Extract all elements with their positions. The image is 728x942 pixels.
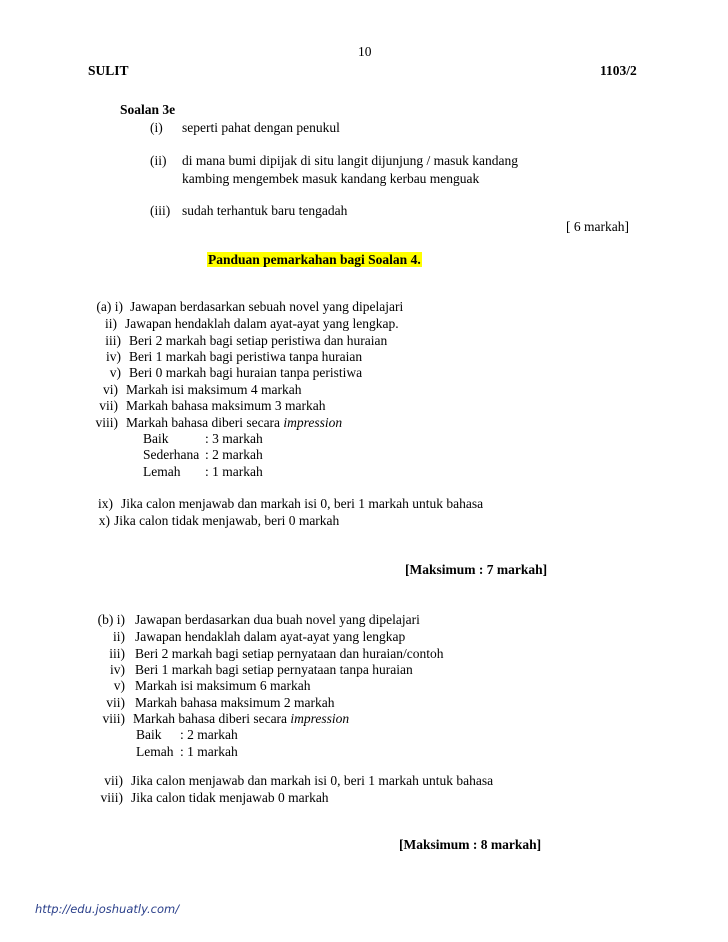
part-b-num: v)	[113, 678, 125, 693]
q3e-item-text: di mana bumi dipijak di situ langit dijunjung / masuk kandang	[182, 153, 518, 168]
part-b-max: [Maksimum : 8 markah]	[399, 837, 542, 852]
q3e-item-num: (ii)	[150, 153, 167, 168]
part-b-text: Beri 1 markah bagi setiap pernyataan tanpa huraian	[135, 662, 413, 677]
part-a-num: vi)	[103, 382, 118, 397]
part-b-num: viii)	[100, 790, 123, 805]
part-b-text: Markah isi maksimum 6 markah	[135, 678, 311, 693]
q3e-item-text: sudah terhantuk baru tengadah	[182, 203, 348, 218]
part-a-text: Jawapan hendaklah dalam ayat-ayat yang lengkap.	[125, 316, 399, 331]
part-a-num: ix)	[98, 496, 113, 511]
part-b-num: ii)	[113, 629, 125, 644]
part-a-text: Beri 1 markah bagi peristiwa tanpa huraian	[129, 349, 363, 364]
part-a-text: Markah isi maksimum 4 markah	[126, 382, 302, 397]
part-b-text: Jawapan hendaklah dalam ayat-ayat yang lengkap	[135, 629, 406, 644]
part-a-max: [Maksimum : 7 markah]	[405, 562, 548, 577]
part-a-text: Jawapan berdasarkan sebuah novel yang dipelajari	[130, 299, 404, 314]
header-code: 1103/2	[600, 63, 637, 78]
grade-label: Lemah	[143, 464, 181, 479]
grade-value: : 2 markah	[180, 727, 238, 742]
q3e-item-num: (iii)	[150, 203, 171, 218]
part-a-text: Jika calon menjawab dan markah isi 0, beri 1 markah untuk bahasa	[121, 496, 484, 511]
part-a-num: ii)	[105, 316, 117, 331]
part-a-num: vii)	[99, 398, 118, 413]
footer-url-link[interactable]: http://edu.joshuatly.com/	[35, 902, 180, 916]
page-number: 10	[358, 44, 372, 59]
grade-value: : 2 markah	[205, 447, 263, 462]
part-a-num: iii)	[105, 333, 121, 348]
q3e-item-text-cont: kambing mengembek masuk kandang kerbau menguak	[182, 171, 480, 186]
part-b-text: Jika calon tidak menjawab 0 markah	[131, 790, 329, 805]
header-sulit: SULIT	[88, 63, 129, 78]
part-b-num: vii)	[106, 695, 125, 710]
part-a-text: Markah bahasa diberi secara impression	[126, 415, 343, 430]
guide-title: Panduan pemarkahan bagi Soalan 4.	[208, 252, 421, 267]
part-b-text: Markah bahasa diberi secara impression	[133, 711, 350, 726]
part-a-text: Beri 0 markah bagi huraian tanpa peristiwa	[129, 365, 363, 380]
part-b-text: Markah bahasa maksimum 2 markah	[135, 695, 335, 710]
grade-value: : 3 markah	[205, 431, 263, 446]
part-b-num: (b) i)	[97, 612, 125, 627]
grade-label: Baik	[143, 431, 169, 446]
part-b-num: vii)	[104, 773, 123, 788]
part-b-num: viii)	[102, 711, 125, 726]
part-a-num: v)	[109, 365, 121, 380]
part-a-text: Markah bahasa maksimum 3 markah	[126, 398, 326, 413]
part-a-num: (a) i)	[96, 299, 123, 314]
part-a-text: Beri 2 markah bagi setiap peristiwa dan huraian	[129, 333, 388, 348]
grade-label: Baik	[136, 727, 162, 742]
q3e-item-num: (i)	[150, 120, 163, 135]
grade-value: : 1 markah	[180, 744, 238, 759]
part-b-text: Beri 2 markah bagi setiap pernyataan dan huraian/contoh	[135, 646, 444, 661]
grade-label: Lemah	[136, 744, 174, 759]
q3e-item-text: seperti pahat dengan penukul	[182, 120, 340, 135]
part-b-num: iii)	[109, 646, 125, 661]
part-b-text: Jika calon menjawab dan markah isi 0, beri 1 markah untuk bahasa	[131, 773, 494, 788]
part-b-text: Jawapan berdasarkan dua buah novel yang dipelajari	[135, 612, 420, 627]
grade-label: Sederhana	[143, 447, 200, 462]
grade-value: : 1 markah	[205, 464, 263, 479]
part-a-num: viii)	[95, 415, 118, 430]
q3e-marks: [ 6 markah]	[566, 219, 629, 234]
part-a-num: x)	[98, 513, 110, 528]
q3e-title: Soalan 3e	[120, 102, 176, 117]
part-a-text: Jika calon tidak menjawab, beri 0 markah	[114, 513, 340, 528]
part-a-num: iv)	[106, 349, 121, 364]
part-b-num: iv)	[110, 662, 125, 677]
